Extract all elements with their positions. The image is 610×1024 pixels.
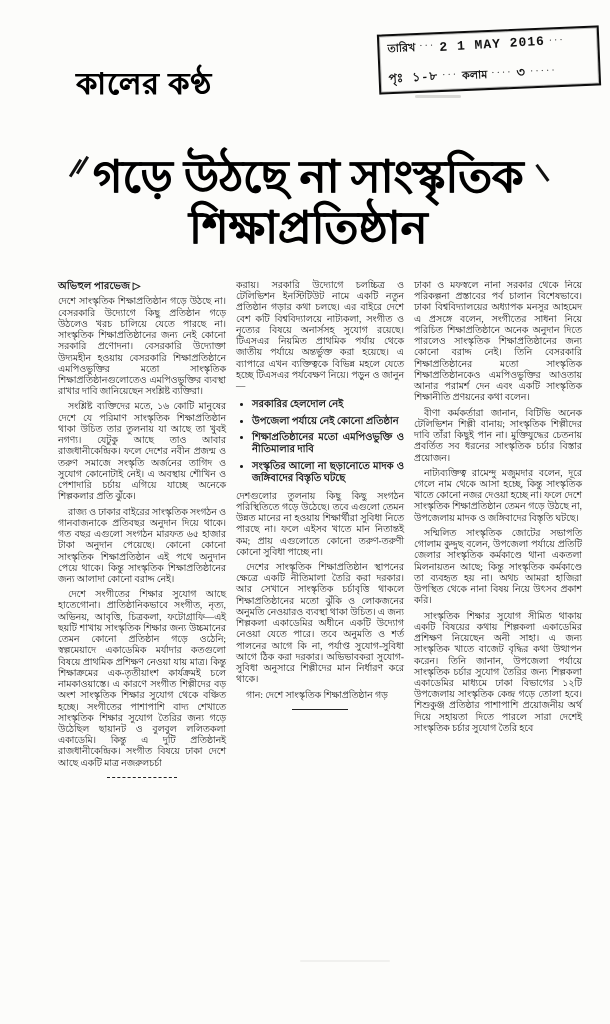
dotted-leader: ····· bbox=[529, 65, 557, 78]
headline-line-1: গড়ে উঠছে না সাংস্কৃতিক bbox=[92, 152, 524, 202]
paragraph: সম্মিলিত সাংস্কৃতিক জোটের সভাপতি গোলাম কুদ্দুছ বলেন, উপজেলা পর্যায়ে প্রতিটি জেলার সাংস্কৃতিক কর্মকাণ্ডে থানা একতলা মিলনায়তন আছে; কিন্তু সাংস্কৃতিক কর্মকাণ্ডে তা ব্যবহৃত হয় না। অথচ আমরা হাজিরা উপস্থিত থেকে নানা বিষয় নিয়ে উৎসব প্রকাশ করি। bbox=[414, 528, 582, 607]
scan-smudge bbox=[300, 960, 390, 962]
dotted-leader: ··· bbox=[548, 34, 565, 47]
dotted-leader: ··· bbox=[441, 69, 459, 81]
article-column-1 bbox=[58, 281, 226, 778]
paragraph: নাট্যব্যক্তিত্ব রামেন্দু মজুমদার বলেন, দূরে গেলে নাম থেকে আসা হচ্ছে, কিন্তু সাংস্কৃতিক খাতে কোনো নজর দেওয়া হচ্ছে না। ফলে দেশে সাংস্কৃতিক শিক্ষাপ্রতিষ্ঠান তেমন গড়ে উঠছে না, উপজেলায় মাদক ও জঙ্গিবাদের বিস্তৃতি ঘটছে। bbox=[414, 468, 582, 524]
paragraph: করায়। সরকারি উদ্যোগে চলচ্চিত্র ও টেলিভিশন ইনস্টিটিউট নামে একটি নতুন প্রতিষ্ঠান গড়ার কথা চলছে। এর বাইরে দেশে বেশ কটি বিশ্ববিদ্যালয়ে নাট্যকলা, সংগীত ও নৃত্যের বিষয়ে অনার্সসহ সুযোগ রয়েছে। টিএসএর নিয়মিত প্রাথমিক পর্যায় থেকে জাতীয় পর্যায়ে অন্তর্ভুক্ত করা হয়েছে। এ ব্যাপারে এখন ব্যক্তিত্বকে বিভিন্ন মহলে যেতে হচ্ছে টিএসএর পর্যবেক্ষণ নিয়ে। পড়ুন ও জানুন— bbox=[236, 281, 404, 393]
paragraph: দেশের সাংস্কৃতিক শিক্ষাপ্রতিষ্ঠান স্থাপনের ক্ষেত্রে একটি নীতিমালা তৈরি করা দরকার। আর সেখানে সাংস্কৃতিক চর্চাবৃত্তি থাকলে শিক্ষাপ্রতিষ্ঠানের মতো ঝুঁকি ও লোকজনের অনুমতি নেওয়ারও ব্যবস্থা থাকা উচিত। এ জন্য শিল্পকলা একাডেমির অধীনে একটি উদ্যোগ নেওয়া যেতে পারে। তবে অনুমতি ও শর্ত পালনের আগে কি না, পর্যাপ্ত সুযোগ-সুবিধা আগে ঠিক করা দরকার। অভিভাবকরা সুযোগ-সুবিধা অনুসারে শিল্পীদের মান নির্ধারণ করে থাকে। bbox=[236, 563, 404, 686]
bullet-item: • উপজেলা পর্যায়ে নেই কোনো প্রতিষ্ঠান bbox=[252, 416, 404, 428]
dotted-leader: ···· bbox=[491, 67, 513, 79]
paragraph: দেশে সংগীতের শিক্ষার সুযোগ আছে হাতেগোনা। প্রাতিষ্ঠানিকভাবে সংগীত, নৃত্য, অভিনয়, আবৃত্তি, চিত্রকলা, ফটোগ্রাফি—এই ছয়টি শাখায় সাংস্কৃতিক শিক্ষার জন্য উচ্চমানের তেমন কোনো প্রতিষ্ঠান গড়ে ওঠেনি; স্বল্পমেয়াদে একাডেমিক মর্যাদার কতগুলো বিষয়ে প্রাথমিক প্রশিক্ষণ নেওয়া যায় মাত্র। কিন্তু শিক্ষাক্রমের এক-তৃতীয়াংশ কার্যক্রমই চলে নামকাওয়াস্তে। এ কারণে সংগীত শিল্পীদের বড় অংশ সাংস্কৃতিক শিক্ষার সুযোগ থেকে বঞ্চিত হচ্ছে। সংগীতের পাশাপাশি বাদ্য শেখাতে সাংস্কৃতিক শিক্ষার সুযোগ তৈরির জন্য গড়ে উঠেছিল ছায়ানট ও বুলবুল ললিতকলা একাডেমি। কিন্তু এ দুটি প্রতিষ্ঠানই রাজধানীকেন্দ্রিক। সংগীত বিষয়ে ঢাকা দেশে আছে একটি মাত্র নজরুলচর্চা bbox=[58, 590, 226, 769]
paragraph: সাংস্কৃতিক শিক্ষার সুযোগ সীমিত থাকায় একটি বিষয়ের কথায় শিল্পকলা একাডেমির প্রশিক্ষণ নিয়েছেন অনী সাহা। এ জন্য সাংস্কৃতিক খাতে বাজেট বৃদ্ধির কথা উত্থাপন করেন। তিনি জানান, উপজেলা পর্যায়ে সাংস্কৃতিক চর্চার সুযোগ তৈরির জন্য শিল্পকলা একাডেমির মাধ্যমে ঢাকা বিভাগের ১২টি উপজেলায় সাংস্কৃতিক কেন্দ্র গড়ে তোলা হবে। শিশুকুঞ্জ প্রতিষ্ঠার পাশাপাশি প্রয়োজনীয় অর্থ দিয়ে সহায়তা দিতে পারলে সারা দেশেই সাংস্কৃতিক চর্চার সুযোগ তৈরি হবে bbox=[414, 611, 582, 734]
stamp-page-value: পৃঃ ১-৮ bbox=[388, 69, 439, 87]
highlight-bullet-list bbox=[240, 399, 404, 485]
masthead-logo: কালের কণ্ঠ bbox=[76, 68, 212, 101]
stamp-column-value: ৩ bbox=[516, 65, 527, 81]
bullet-item: • সংস্কৃতির আলো না ছড়ানোতে মাদক ও জঙ্গিবাদের বিস্তৃতি ঘটছে bbox=[252, 461, 404, 486]
paragraph: রাজ্য ও ঢাকার বাইরের সাংস্কৃতিক সংগঠন ও গানবাজনাকে প্রতিবছর অনুদান দিয়ে থাকে। গত বছর এগুলো সংগঠন মারফত ৬৫ হাজার টাকা অনুদান পেয়েছে। কোনো কোনো সাংস্কৃতিক শিক্ষাপ্রতিষ্ঠান এই পথে অনুদান পেয়ে থাকে। কিন্তু সাংস্কৃতিক শিক্ষাপ্রতিষ্ঠানের জন্য আলাদা কোনো বরাদ্দ নেই। bbox=[58, 507, 226, 585]
stamp-column-label: কলাম bbox=[461, 69, 488, 83]
headline-line-2: শিক্ষাপ্রতিষ্ঠান bbox=[188, 203, 428, 254]
paragraph: বীণা কর্মকর্তারা জানান, বিটিভি অনেক টেলিভিশন শিল্পী বানায়; সাংস্কৃতিক শিল্পীদের দাবি তাঁরা কিছুই পান না। মুক্তিযুদ্ধের চেতনায় প্রবর্তিত সব ধরনের সাংস্কৃতিক চর্চার বিস্তার প্রয়োজন। bbox=[414, 408, 582, 464]
article-column-3 bbox=[414, 281, 582, 778]
article-column-2 bbox=[236, 281, 404, 778]
byline: অভিহুল পারভেজ ▷ bbox=[58, 281, 141, 292]
bullet-item: • শিক্ষাপ্রতিষ্ঠানের মতো এমপিওভুক্তি ও নীতিমালার দাবি bbox=[252, 432, 404, 457]
end-rule bbox=[107, 777, 177, 778]
date-stamp-box bbox=[377, 25, 601, 94]
stamp-date-value: 2 1 MAY 2016 bbox=[438, 33, 546, 55]
paragraph: ঢাকা ও মফস্বলে নানা সরকার থেকে নিয়ে পরিকল্পনা প্রস্তাবের পর্ব চালান বিশেষভাবে। ঢাকা বিশ্ববিদ্যালয়ের অধ্যাপক মনসুর আহমেদ এ প্রসঙ্গে বলেন, সংগীতের সাধনা নিয়ে পরিচিত শিক্ষাপ্রতিষ্ঠানে অনেক অনুদান দিতে পারলেও সাংস্কৃতিক শিক্ষাপ্রতিষ্ঠানের জন্য কোনো বরাদ্দ নেই। তিনি বেসরকারি শিক্ষাপ্রতিষ্ঠানের মতো সাংস্কৃতিক শিক্ষাপ্রতিষ্ঠানকেও এমপিওভুক্তির আওতায় আনার পরামর্শ দেন এবং একটি সাংস্কৃতিক শিক্ষানীতি প্রণয়নের কথা বলেন। bbox=[414, 281, 582, 404]
paragraph: সংশ্লিষ্ট ব্যক্তিদের মতে, ১৬ কোটি মানুষের দেশে যে পরিমাণ সাংস্কৃতিক শিক্ষাপ্রতিষ্ঠান থাকা উচিত তার তুলনায় যা আছে তা খুবই নগণ্য। যেটুকু আছে তাও আবার রাজধানীকেন্দ্রিক। ফলে দেশের নবীন প্রজন্ম ও তরুণ সমাজে সংস্কৃতি অর্জনের তাগিদ ও সুযোগ কোনোটাই নেই। এ অবস্থায় শৌখিন ও পেশাদারি চর্চায় এগিয়ে যাচ্ছে অনেকে শিল্পকলার প্রতি ঝুঁকে। bbox=[58, 402, 226, 503]
article-headline bbox=[58, 152, 558, 255]
end-rule bbox=[292, 709, 348, 710]
stamp-column-row bbox=[388, 61, 591, 90]
bullet-item: • সরকারির হেলদোল নেই bbox=[252, 399, 404, 411]
article-body bbox=[58, 281, 582, 778]
scan-smudge bbox=[415, 95, 461, 98]
stamp-date-row bbox=[387, 32, 590, 59]
paragraph: দেশে সাংস্কৃতিক শিক্ষাপ্রতিষ্ঠান গড়ে উঠছে না। বেসরকারি উদ্যোগে কিছু প্রতিষ্ঠান গড়ে উঠলেও খরচ চালিয়ে যেতে পারছে না। সাংস্কৃতিক শিক্ষাপ্রতিষ্ঠানের জন্য নেই কোনো সরকারি প্রণোদনা। বেসরকারি উদ্যোক্তা উদ্যমহীন হওয়ায় বেসরকারি শিক্ষাপ্রতিষ্ঠানে এমপিওভুক্তির মতো সাংস্কৃতিক শিক্ষাপ্রতিষ্ঠানগুলোতেও এমপিওভুক্তির ব্যবস্থা রাখার দাবি জানিয়েছেন সংশ্লিষ্ট ব্যক্তিরা। bbox=[58, 297, 226, 398]
stamp-date-label: তারিখ bbox=[387, 42, 416, 56]
paragraph: দেশগুলোর তুলনায় কিছু কিছু সংগঠন পরিস্থিতিতে গড়ে উঠেছে। তবে এগুলো তেমন উন্নত মানের না হওয়ায় শিক্ষার্থীরা সুবিধা নিতে পারছে না। ফলে এইসব খাতে মান নিতান্তই কম; প্রায় এগুলোতে কোনো তরুণ-তরুণী কোনো সুবিধা পাচ্ছে না। bbox=[236, 491, 404, 558]
dotted-leader: ··· bbox=[419, 40, 436, 52]
paragraph: গান: দেশে সাংস্কৃতিক শিক্ষাপ্রতিষ্ঠান গড় bbox=[246, 690, 388, 701]
